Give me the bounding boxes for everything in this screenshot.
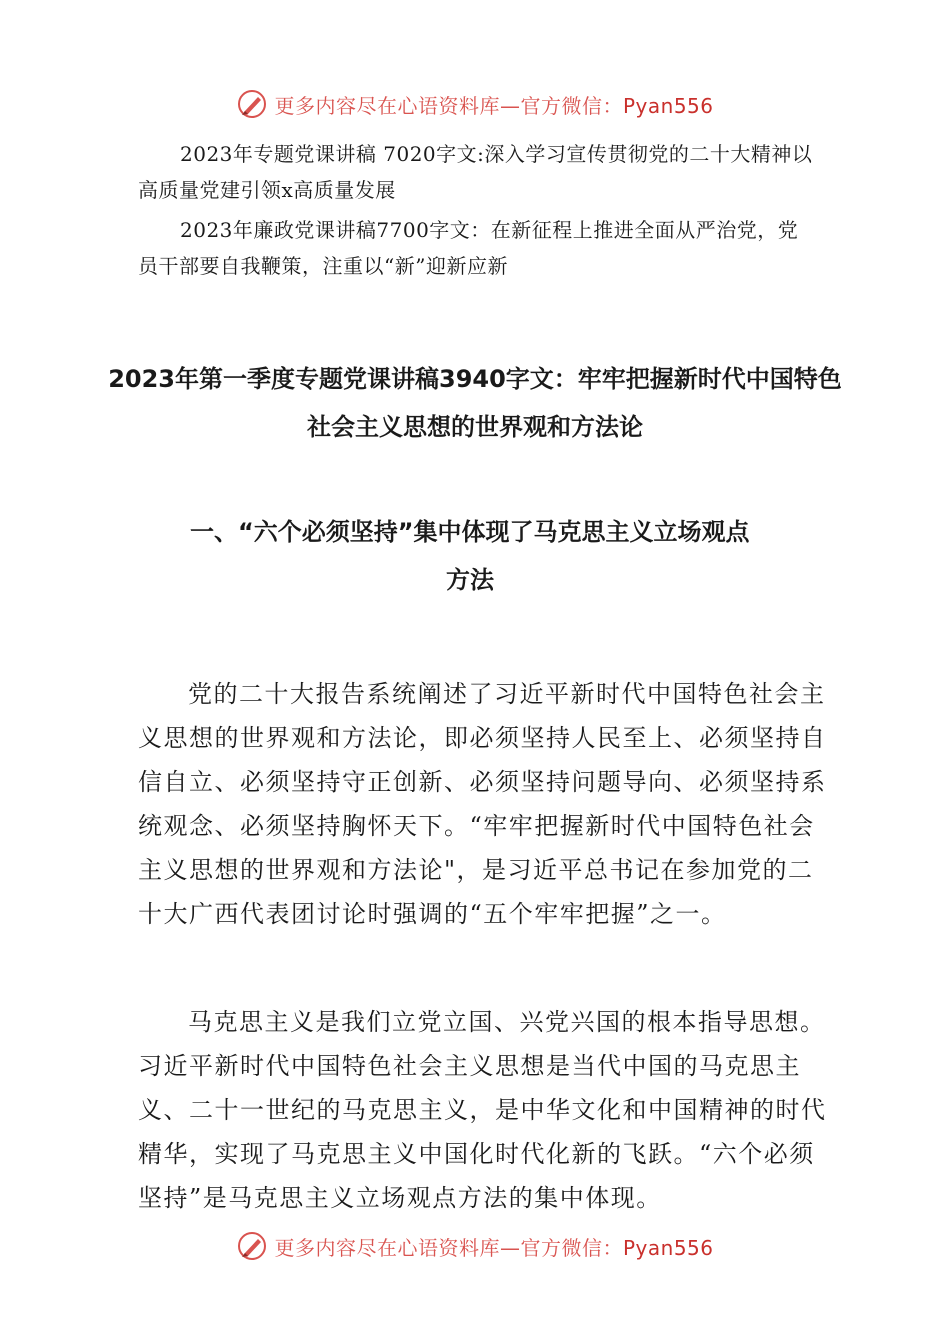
- banner-text: [274, 1232, 713, 1261]
- header-banner: [0, 84, 950, 124]
- banner-text: [274, 90, 713, 119]
- footer-banner: [0, 1226, 950, 1266]
- banner-wechat: Pyan556: [622, 1235, 714, 1260]
- related-article-link-2[interactable]: 2023年廉政党课讲稿7700字文：在新征程上推进全面从严治党，党员干部要自我鞭策，注重以“新”迎新应新: [138, 218, 799, 278]
- related-article-link-1[interactable]: 2023年专题党课讲稿 7020字文:深入学习宣传贯彻党的二十大精神以高质量党建引领x高质量发展: [138, 142, 813, 202]
- body-paragraph-2: 马克思主义是我们立党立国、兴党兴国的根本指导思想。习近平新时代中国特色社会主义思想是当代中国的马克思主义、二十一世纪的马克思主义，是中华文化和中国精神的时代精华，实现了马克思主义中国化时代化新的飞跃。“六个必须坚持”是马克思主义立场观点方法的集中体现。: [138, 1008, 827, 1212]
- document-title: 2023年第一季度专题党课讲稿3940字文：牢牢把握新时代中国特色社会主义思想的世界观和方法论: [108, 365, 842, 441]
- pen-logo-icon: [236, 88, 268, 120]
- banner-label: 更多内容尽在心语资料库—官方微信：: [274, 1235, 623, 1260]
- section-heading-line2: 方法: [446, 566, 494, 594]
- body-paragraph-1: 党的二十大报告系统阐述了习近平新时代中国特色社会主义思想的世界观和方法论，即必须坚持人民至上、必须坚持自信自立、必须坚持守正创新、必须坚持问题导向、必须坚持系统观念、必须坚持胸怀天下。“牢牢把握新时代中国特色社会主义思想的世界观和方法论"，是习近平总书记在参加党的二十大广西代表团讨论时强调的“五个牢牢把握”之一。: [138, 680, 827, 928]
- banner-label: 更多内容尽在心语资料库—官方微信：: [274, 93, 623, 118]
- section-heading: [190, 508, 830, 604]
- banner-wechat: Pyan556: [622, 93, 714, 118]
- section-heading-line1: 一、“六个必须坚持”集中体现了马克思主义立场观点: [190, 518, 750, 546]
- pen-logo-icon: [236, 1230, 268, 1262]
